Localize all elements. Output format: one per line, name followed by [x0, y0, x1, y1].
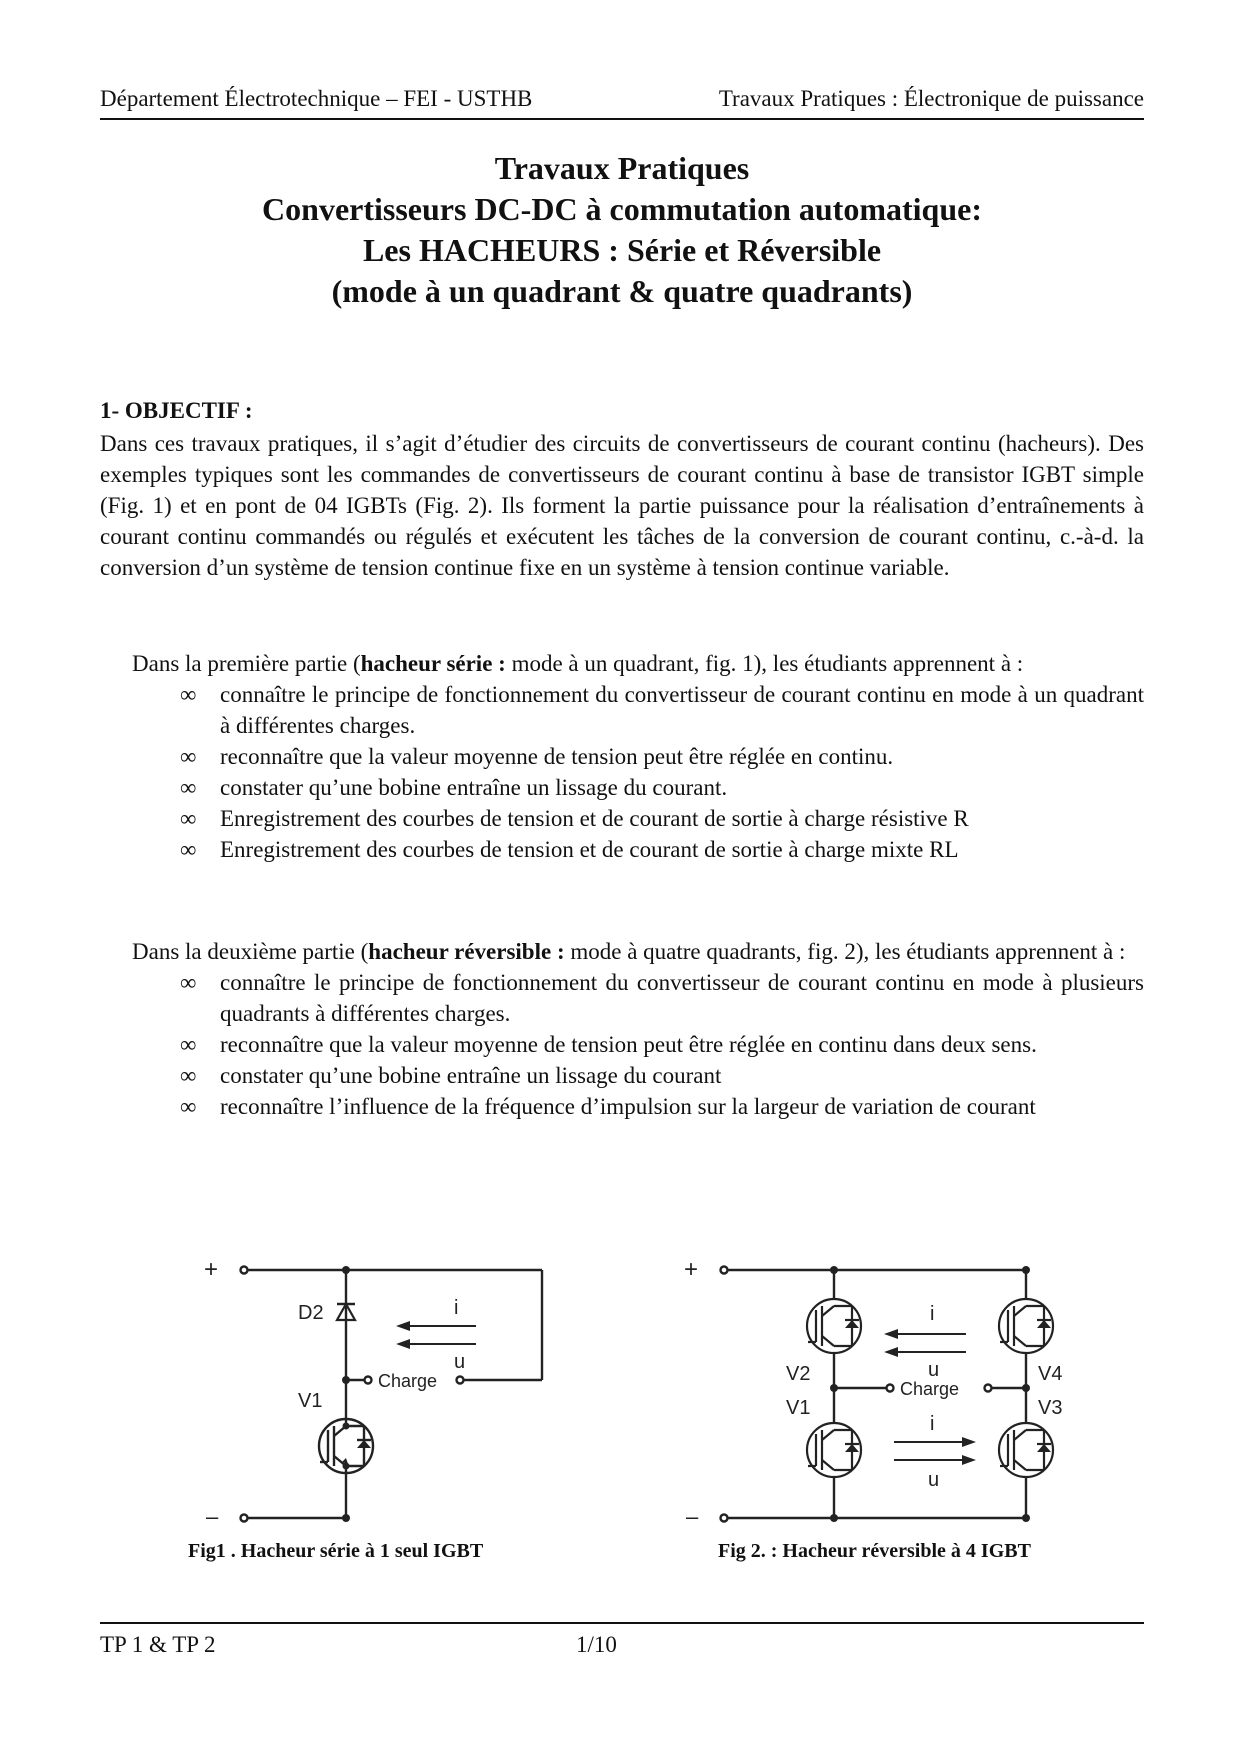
list-item: ∞ constater qu’une bobine entraîne un lissage du courant	[220, 1060, 1144, 1091]
list-item: ∞ reconnaître que la valeur moyenne de tension peut être réglée en continu dans deux sens.	[220, 1029, 1144, 1060]
fig2-load-label: Charge	[900, 1379, 960, 1399]
fig2-caption: Fig 2. : Hacheur réversible à 4 IGBT	[718, 1540, 1031, 1562]
fig1-d2-label: D2	[298, 1302, 324, 1324]
fig1-voltage-label: u	[454, 1351, 466, 1373]
document-title	[100, 148, 1144, 312]
fig1-current-label: i	[454, 1297, 459, 1319]
list-item: ∞ Enregistrement des courbes de tension et de courant de sortie à charge mixte RL	[220, 834, 1144, 865]
part2-lead: Dans la deuxième partie (hacheur réversible : mode à quatre quadrants, fig. 2), les étudiants apprennent à :	[132, 939, 1126, 964]
list-item: ∞ Enregistrement des courbes de tension et de courant de sortie à charge résistive R	[220, 803, 1144, 834]
list-item: ∞ connaître le principe de fonctionnement du convertisseur de courant continu en mode à un quadrant à différentes charges.	[220, 679, 1144, 741]
fig1-circuit-diagram	[200, 1250, 580, 1540]
infinity-bullet-icon: ∞	[180, 806, 197, 831]
fig1-caption: Fig1 . Hacheur série à 1 seul IGBT	[188, 1540, 484, 1562]
fig1-v1-label: V1	[298, 1390, 323, 1412]
section-heading-objectif: 1- OBJECTIF :	[100, 398, 253, 423]
part1-list	[132, 679, 1144, 865]
fig2-voltage-top-label: u	[928, 1359, 940, 1381]
title-line-3: Les HACHEURS : Série et Réversible	[362, 232, 882, 268]
fig2-v2-label: V2	[786, 1363, 811, 1385]
header-department: Département Électrotechnique – FEI - USTHB	[100, 86, 533, 111]
footer-tp-label: TP 1 & TP 2	[100, 1632, 216, 1657]
fig1-load-label: Charge	[378, 1371, 438, 1391]
fig2-plus-label: +	[684, 1256, 699, 1283]
list-item: ∞ constater qu’une bobine entraîne un lissage du courant.	[220, 772, 1144, 803]
title-line-2: Convertisseurs DC-DC à commutation automatique:	[262, 191, 982, 227]
part2-block	[132, 936, 1144, 1122]
infinity-bullet-icon: ∞	[180, 837, 197, 862]
fig2-current-top-label: i	[930, 1303, 935, 1325]
infinity-bullet-icon: ∞	[180, 744, 197, 769]
list-item: ∞ reconnaître que la valeur moyenne de tension peut être réglée en continu.	[220, 741, 1144, 772]
page-header	[100, 86, 1144, 120]
page-number: 1/10	[576, 1632, 617, 1657]
fig1-minus-label: –	[206, 1504, 219, 1529]
fig2-v4-label: V4	[1038, 1363, 1063, 1385]
fig2-circuit-diagram	[680, 1250, 1080, 1540]
fig2-voltage-bottom-label: u	[928, 1469, 940, 1491]
infinity-bullet-icon: ∞	[180, 775, 197, 800]
fig2-v3-label: V3	[1038, 1397, 1063, 1419]
fig1-plus-label: +	[204, 1256, 219, 1283]
part2-list	[132, 967, 1144, 1122]
list-item: ∞ connaître le principe de fonctionnement du convertisseur de courant continu en mode à plusieurs quadrants à différentes charges.	[220, 967, 1144, 1029]
title-line-4: (mode à un quadrant & quatre quadrants)	[331, 273, 913, 309]
page-footer	[100, 1622, 1144, 1657]
objectif-paragraph: Dans ces travaux pratiques, il s’agit d’étudier des circuits de convertisseurs de courant continu (hacheurs). Des exemples typiques sont les commandes de convertisseurs de courant continu à base de transistor IGBT simple (Fig. 1) et en pont de 04 IGBTs (Fig. 2). Ils forment la partie puissance pour la réalisation d’entraînements à courant continu commandés ou régulés et exécutent les tâches de la conversion de courant continu, c.-à-d. la conversion d’un système de tension continue fixe en un système à tension continue variable.	[100, 431, 1144, 580]
infinity-bullet-icon: ∞	[180, 682, 197, 707]
fig2-minus-label: –	[686, 1504, 699, 1529]
infinity-bullet-icon: ∞	[180, 1063, 197, 1088]
fig2-current-bottom-label: i	[930, 1413, 935, 1435]
infinity-bullet-icon: ∞	[180, 1094, 197, 1119]
infinity-bullet-icon: ∞	[180, 1032, 197, 1057]
part1-lead: Dans la première partie (hacheur série : mode à un quadrant, fig. 1), les étudiants apprennent à :	[132, 651, 1024, 676]
part1-block	[132, 648, 1144, 865]
header-course: Travaux Pratiques : Électronique de puissance	[718, 86, 1144, 111]
infinity-bullet-icon: ∞	[180, 970, 197, 995]
fig2-v1-label: V1	[786, 1397, 811, 1419]
list-item: ∞ reconnaître l’influence de la fréquence d’impulsion sur la largeur de variation de courant	[220, 1091, 1144, 1122]
title-line-1: Travaux Pratiques	[494, 150, 750, 186]
